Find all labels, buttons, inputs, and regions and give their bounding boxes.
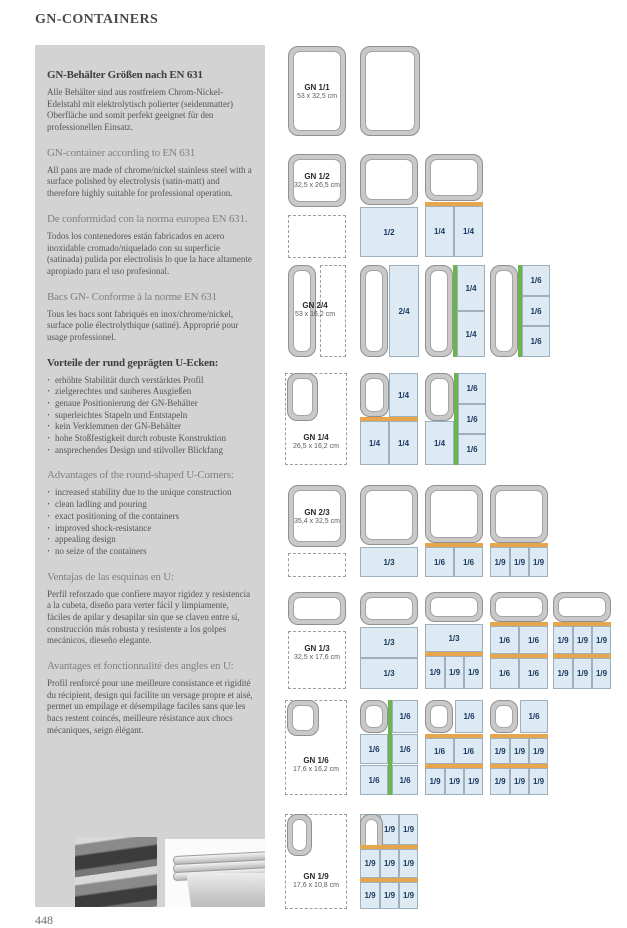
gn-pan [425,592,483,622]
gn-cell: 1/4 [454,206,483,257]
gn-pan-inner [495,270,513,352]
gn-cell: 1/6 [360,734,388,764]
gn-cell: 1/9 [464,768,483,795]
gn-cell: 1/6 [392,765,418,795]
gn-pan-inner [430,378,449,416]
gn-pan-inner [495,597,543,617]
gn-pan-inner [430,490,478,538]
gn-size-label [285,868,347,892]
gn-size-label [288,640,346,664]
gn-cell: 1/3 [360,547,418,577]
gn-code: GN 1/2 [304,172,330,181]
gn-pan [288,154,346,207]
gn-cell: 1/6 [425,738,454,764]
gn-cell: 1/6 [522,265,550,296]
gn-pan-inner [365,378,384,412]
gn-pan-inner [365,597,413,620]
section-heading: Bacs GN- Conforme à la norme EN 631 [47,290,217,303]
gn-cell: 1/9 [380,882,399,909]
gn-cell: 1/9 [592,658,611,689]
gn-cell: 1/9 [529,768,548,795]
section-paragraph: Alle Behälter sind aus rostfreiem Chrom-Nickel-Edelstahl mit elektrolytisch polierter (seidenmatter) Oberfläche und somit perfekt geeignet für den professionellen Einsatz. [47,87,233,133]
gn-cell: 1/4 [457,265,485,311]
pan-body [179,873,265,907]
info-section [47,69,253,134]
gn-cell: 1/9 [510,547,529,577]
gn-cell: 1/9 [510,738,529,764]
section-heading: De conformidad con la norma europea EN 631. [47,212,248,225]
gn-size-label [289,155,345,206]
dashed-outline [288,553,346,577]
bullet-list [47,375,253,457]
info-section [47,571,253,647]
gn-cell: 1/6 [458,373,486,404]
gn-cell: 1/6 [458,404,486,434]
bullet-item: · increased stability due to the unique construction [47,487,253,499]
gn-cell: 1/9 [573,658,592,689]
gn-code: GN 1/6 [303,755,329,765]
gn-cell: 1/9 [510,768,529,795]
gn-pan-inner [365,490,413,540]
gn-cell: 1/6 [520,700,548,733]
info-panel-sections [47,69,253,736]
gn-pan [425,265,453,357]
section-heading: Avantages et fonctionnalité des angles en U: [47,660,234,672]
gn-cell: 1/9 [445,656,464,689]
page-number: 448 [35,913,53,927]
gn-pan-inner [365,705,383,728]
gn-dimensions: 17,6 x 10,8 cm [293,881,339,889]
gn-pan [287,700,319,736]
section-heading: Vorteile der rund geprägten U-Ecken: [47,356,219,369]
gn-cell: 1/9 [553,626,573,654]
gn-cell: 1/6 [519,658,548,689]
gn-cell: 1/9 [380,849,399,878]
gn-cell: 1/9 [360,882,380,909]
gn-cell: 2/4 [389,265,419,357]
section-heading: Advantages of the round-shaped U-Corners: [47,469,234,482]
gn-cell: 1/4 [457,311,485,357]
gn-cell: 1/9 [399,882,418,909]
bullet-item: · exact positioning of the containers [47,511,253,523]
gn-cell: 1/6 [392,700,418,733]
gn-dimensions: 53 x 16,2 cm [294,310,336,318]
gn-cell: 1/6 [458,434,486,465]
section-heading: GN-Behälter Größen nach EN 631 [47,69,203,81]
gn-pan [490,485,548,543]
bullet-item: · erhöhte Stabilität durch verstärktes Profil [47,375,253,387]
bullet-item: · zielgerechtes und sauberes Ausgießen [47,386,253,398]
gn-cell: 1/4 [389,373,418,417]
info-section [47,147,253,200]
gn-cell: 1/3 [425,624,483,652]
gn-pan-inner [365,159,413,200]
gn-pan [360,700,388,733]
gn-size-label [285,868,347,892]
gn-cell: 1/6 [455,700,483,733]
gn-size-label [285,429,347,453]
gn-code: GN 2/4 [302,300,328,310]
gn-pan [360,592,418,625]
gn-pan-inner [293,597,341,620]
bullet-item: · appealing design [47,534,253,546]
bullet-item: · kein Verklemmen der GN-Behälter [47,421,253,433]
bullet-item: · ansprechendes Design und stilvoller Blickfang [47,445,253,457]
gn-pan [287,814,312,856]
gn-pan [425,373,454,421]
gn-code: GN 1/9 [303,871,329,881]
gn-pan-inner [430,270,448,352]
info-section [47,291,253,344]
bullet-item: · genaue Positionierung der GN-Behälter [47,398,253,410]
gn-pan [360,154,418,205]
gn-cell: 1/6 [425,547,454,577]
gn-size-label [283,297,347,321]
info-panel [35,45,265,907]
gn-pan-inner [430,705,448,728]
gn-pan [360,485,418,545]
gn-cell: 1/9 [573,626,592,654]
bullet-item: · clean ladling and pouring [47,499,253,511]
gn-pan-inner [558,597,606,617]
gn-cell: 1/9 [490,738,510,764]
gn-cell: 1/6 [454,738,483,764]
bullet-item: · improved shock-resistance [47,523,253,535]
photo-stacked-pans-closeup [75,837,157,907]
gn-pan [553,592,611,622]
diagram [283,42,627,918]
bullet-item: · superleichtes Stapeln und Entstapeln [47,410,253,422]
gn-cell: 1/9 [445,768,464,795]
gn-pan-inner [292,819,307,851]
gn-pan-inner [365,270,383,352]
bullet-item: · hohe Stoßfestigkeit durch robuste Konstruktion [47,433,253,445]
gn-dimensions: 17,6 x 16,2 cm [293,765,339,773]
gn-code: GN 1/4 [303,432,329,442]
gn-cell: 1/3 [360,627,418,658]
info-section [47,469,253,557]
gn-cell: 1/6 [392,734,418,764]
gn-cell: 1/9 [490,547,510,577]
gn-pan [288,485,346,547]
gn-size-label [288,640,346,664]
gn-pan [287,373,318,421]
gn-code: GN 1/3 [304,643,330,653]
dashed-outline [288,215,346,258]
gn-code: GN 1/1 [304,82,330,92]
gn-size-label [283,297,347,321]
gn-cell: 1/9 [360,849,380,878]
section-paragraph: Perfil reforzado que confiere mayor rigidez y resistencia a la cubeta, diseño para verter fácil y limpiamente, fáciles de apilar y desapilar sin que se claven entre sí, construcción más robusta y resistente a los golpes mecánicos, dieseño elegante. [47,588,251,646]
gn-cell: 1/9 [425,656,445,689]
gn-size-label [289,486,345,546]
gn-pan [360,265,388,357]
gn-dimensions: 32,5 x 17,6 cm [294,653,340,661]
page-title: GN-CONTAINERS [35,12,159,27]
gn-pan [490,592,548,622]
gn-dimensions: 32,5 x 26,5 cm [294,182,340,189]
info-section [47,357,253,457]
gn-dimensions: 26,5 x 16,2 cm [293,442,339,450]
gn-cell: 1/9 [399,814,418,845]
gn-cell: 1/9 [553,658,573,689]
gn-cell: 1/9 [592,626,611,654]
gn-cell: 1/2 [360,207,418,257]
gn-pan-inner [292,705,314,731]
gn-cell: 1/9 [529,738,548,764]
section-paragraph: Todos los contenedores están fabricados en acero inoxidable cromado/niquelado con su superficie (satinada) pulida por electrolisis lo que la hace altamente apropiado para el uso profesional. [47,230,252,276]
gn-pan-inner [292,378,313,416]
section-paragraph: Tous les bacs sont fabriqués en inox/chrome/nickel, surface polie électrolythique (satiné). Approprié pour usage professionel. [47,308,239,342]
gn-pan [425,700,453,733]
gn-cell: 1/4 [425,206,454,257]
gn-pan [288,592,346,625]
gn-pan [490,265,518,357]
gn-cell: 1/9 [529,547,548,577]
gn-pan [288,46,346,136]
gn-size-label [289,47,345,135]
gn-pan [425,485,483,543]
gn-code: GN 2/3 [304,507,330,517]
section-heading: GN-container according to EN 631 [47,146,196,159]
gn-pan [490,700,518,733]
gn-cell: 1/4 [389,421,418,465]
gn-pan-inner [365,51,415,131]
gn-cell: 1/4 [360,421,389,465]
gn-size-label [285,752,347,776]
gn-cell: 1/9 [425,768,445,795]
gn-dimensions: 53 x 32,5 cm [296,92,338,100]
section-paragraph: All pans are made of chrome/nickel stainless steel with a surface polished by electrolysis (satin-matt) and therefore highly suitable for professional operation. [47,164,252,199]
gn-cell: 1/6 [490,658,519,689]
gn-cell: 1/6 [522,296,550,326]
gn-pan [360,46,420,136]
gn-pan-inner [495,490,543,538]
gn-cell: 1/9 [380,814,399,845]
info-section [47,660,253,736]
gn-size-label [285,752,347,776]
gn-pan [425,154,483,201]
gn-cell: 1/6 [454,547,483,577]
gn-cell: 1/9 [490,768,510,795]
info-section [47,213,253,278]
gn-dimensions: 35,4 x 32,5 cm [294,517,340,525]
gn-cell: 1/6 [490,626,519,654]
bullet-list [47,487,253,557]
gn-pan-inner [430,597,478,617]
section-heading: Ventajas de las esquinas en U: [47,570,174,583]
gn-size-label [285,429,347,453]
gn-cell: 1/4 [425,421,454,465]
gn-cell: 1/9 [399,849,418,878]
gn-cell: 1/6 [519,626,548,654]
gn-pan [360,373,389,417]
gn-cell: 1/6 [360,765,388,795]
gn-cell: 1/6 [522,326,550,357]
section-paragraph: Profil renforcé pour une meilleure consistance et rigidité du récipient, design qui facilite un versage propre et aisé, permet un empilage et désempilage faciles sans que les bacs restent coincés, meilleure résistance aux chocs mécaniques, seign élégant. [47,678,253,735]
photo-stacked-gn-pans [165,839,265,907]
bullet-item: · no seize of the containers [47,546,253,558]
gn-pan-inner [430,159,478,196]
gn-cell: 1/9 [464,656,483,689]
gn-pan-inner [495,705,513,728]
gn-cell: 1/3 [360,658,418,689]
